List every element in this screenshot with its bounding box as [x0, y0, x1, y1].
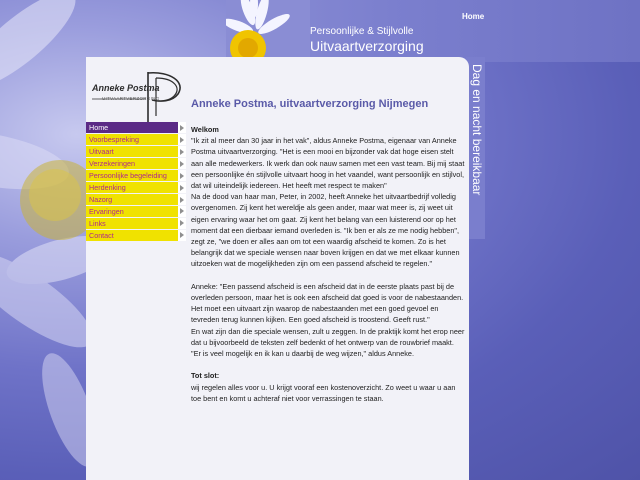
- nav-item-label: Verzekeringen: [89, 158, 135, 168]
- nav-item-label: Home: [89, 123, 109, 132]
- welcome-heading: Welkom: [191, 125, 219, 134]
- arrow-right-icon: [178, 194, 186, 205]
- paragraph-intro: "Ik zit al meer dan 30 jaar in het vak", aldus Anneke Postma, eigenaar van Anneke Postma uitvaartverzorging. "Het is een mooi en bijzonder vak dat hoge eisen stelt aan alle medewerkers. Ik werk dan ook nauw samen met een vast team. Bij mij staat een persoonlijke én stijlvolle uitvaart hoog in het vaandel, want persoonlijk en stijlvol, dat wil uiteindelijk iedereen. Het heeft met respect te maken": [191, 136, 465, 191]
- logo-mark: [90, 68, 186, 122]
- paragraph-wishes: En wat zijn dan die speciale wensen, zult u zeggen. In de praktijk komt het erop neer dat u bijvoorbeeld de teksten zelf bedenkt of het ontwerp van de rouwbrief maakt. "Er is veel mogelijk en ik kan u daarbij de weg wijzen," aldus Anneke.: [191, 326, 465, 359]
- nav-item-label: Voorbespreking: [89, 134, 139, 144]
- nav-item-label: Contact: [89, 230, 114, 240]
- paragraph-closing: wij regelen alles voor u. U krijgt vooraf een kostenoverzicht. Zo weet u waar u aan toe bent en komt u achteraf niet voor verrassingen te staan.: [191, 382, 456, 403]
- paragraph-quote: Anneke: "Een passend afscheid is een afscheid dat in de eerste plaats past bij de overleden persoon, maar het is ook een afscheid dat goed is voor de nabestaanden. Het moet een uitvaart zijn waarop de nabestaanden met een goed gevoel en tevreden terug kunnen kijken. Een goed afscheid is troostend. Geeft rust.": [191, 281, 464, 325]
- paragraph-history: Na de dood van haar man, Peter, in 2002, heeft Anneke het uitvaartbedrijf volledig overgenomen. Zij kent het wereldje als geen ander, maar wat meer is, zij weet uit eigen ervaring waar het om gaat. Zij kent het belang van een luisterend oor op het moment dat een dierbaar iemand overleden is. "Ik ben er als ze me nodig hebben", zegt ze, "we doen er alles aan om tot een waardig afscheid te komen. Zo is het belangrijk dat we speciale wensen naar boven krijgen en dat we met elkaar kunnen uitzoeken wat de mogelijkheden zijn om een passend afscheid te regelen.": [191, 192, 460, 269]
- nav-item-label: Persoonlijke begeleiding: [89, 170, 167, 180]
- nav-item-nazorg[interactable]: [86, 194, 186, 205]
- arrow-right-icon: [178, 134, 186, 145]
- nav-item-voorbespreking[interactable]: [86, 134, 186, 145]
- arrow-right-icon: [178, 122, 186, 133]
- nav-item-uitvaart[interactable]: [86, 146, 186, 157]
- nav-item-verzekeringen[interactable]: [86, 158, 186, 169]
- header-tagline-line1: Persoonlijke & Stijlvolle: [310, 26, 414, 37]
- nav-item-contact[interactable]: [86, 230, 186, 241]
- logo-name: Anneke Postma: [92, 83, 160, 93]
- side-tab-text: Dag en nacht bereikbaar: [470, 64, 484, 196]
- logo-subtitle: UITVAARTVERZORGING: [102, 96, 160, 101]
- arrow-right-icon: [178, 170, 186, 181]
- nav-item-label: Nazorg: [89, 194, 113, 204]
- arrow-right-icon: [178, 158, 186, 169]
- arrow-right-icon: [178, 230, 186, 241]
- nav-item-herdenking[interactable]: [86, 182, 186, 193]
- nav-item-label: Herdenking: [89, 182, 126, 192]
- nav-item-ervaringen[interactable]: [86, 206, 186, 217]
- main-content: [191, 124, 465, 404]
- nav-item-persoonlijke-begeleiding[interactable]: [86, 170, 186, 181]
- header-daisy-image: [226, 0, 310, 62]
- nav-item-label: Ervaringen: [89, 206, 124, 216]
- top-home-link[interactable]: Home: [462, 12, 485, 21]
- header-tagline-line2: Uitvaartverzorging: [310, 38, 424, 54]
- arrow-right-icon: [178, 182, 186, 193]
- arrow-right-icon: [178, 206, 186, 217]
- nav-item-home[interactable]: [86, 122, 186, 133]
- nav-item-links[interactable]: [86, 218, 186, 229]
- arrow-right-icon: [178, 218, 186, 229]
- arrow-right-icon: [178, 146, 186, 157]
- page-title: Anneke Postma, uitvaartverzorging Nijmegen: [191, 98, 429, 110]
- nav-item-label: Uitvaart: [89, 146, 114, 156]
- closing-heading: Tot slot:: [191, 371, 220, 381]
- nav-item-label: Links: [89, 218, 106, 228]
- main-navigation: [86, 122, 186, 242]
